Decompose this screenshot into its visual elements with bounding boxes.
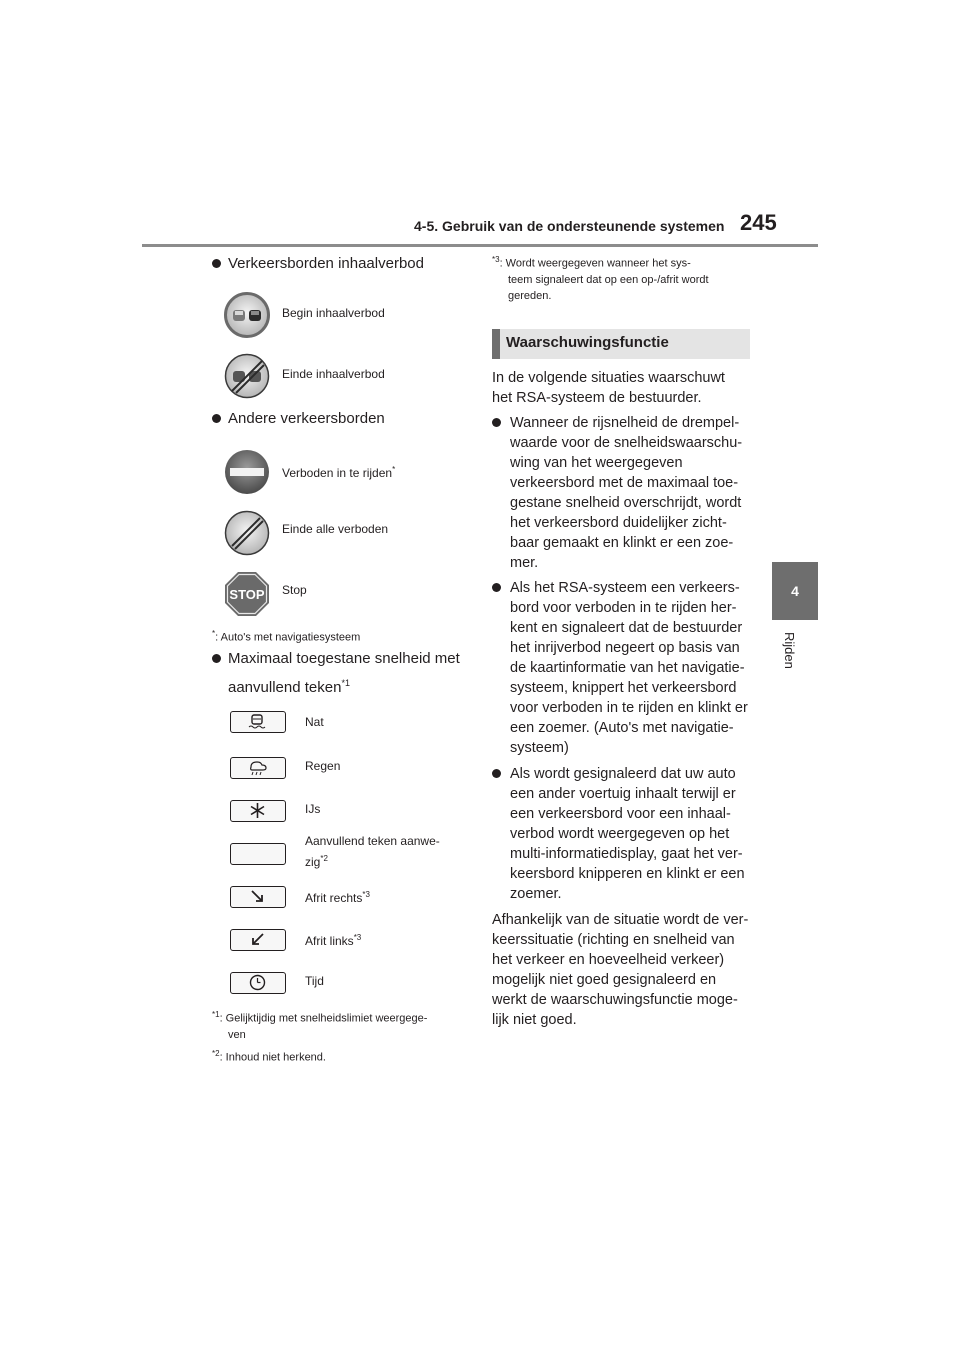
section-heading: Waarschuwingsfunctie — [492, 329, 750, 359]
intro-paragraph: In de volgende situaties waarschuwt het RSA-systeem de bestuurder. — [492, 370, 725, 406]
clock-panel-icon — [230, 972, 286, 994]
text-line: keerssituatie (richting en snelheid van — [492, 932, 735, 948]
text-line: waarde voor de snelheidswaarschu- — [510, 435, 743, 451]
text-line: een zoemer. (Auto's met navigatie- — [510, 720, 734, 736]
wet-road-panel-icon — [230, 711, 286, 733]
sign-label: Begin inhaalverbod — [282, 306, 385, 320]
group-title-speed-panels: Maximaal toegestane snelheid met aanvullend teken$^{*1}$ — [212, 647, 460, 700]
end-all-restrictions-sign-icon — [224, 510, 270, 556]
sign-row — [224, 292, 454, 342]
header-divider — [142, 244, 818, 247]
text-line: multi-informatiedisplay, gaat het ver- — [510, 846, 743, 862]
section-title: 4-5. Gebruik van de ondersteunende systemen — [414, 218, 725, 234]
text-line: systeem, knippert het verkeersbord — [510, 680, 737, 696]
sign-label: Verboden in te rijden* — [282, 465, 396, 480]
text-line: werkt de waarschuwingsfunctie moge- — [492, 992, 738, 1008]
text-line: gestane snelheid overschrijdt, wordt — [510, 495, 742, 511]
warning-bullet-1 — [492, 413, 762, 573]
end-no-overtaking-sign-icon — [224, 353, 270, 399]
group-title-other-signs: Andere verkeersborden — [212, 407, 385, 431]
chapter-tab-number: 4 — [772, 562, 818, 620]
text-line: mer. — [510, 555, 539, 571]
text-line: mogelijk niet goed gesignaleerd en — [492, 972, 717, 988]
warning-bullet-3 — [492, 764, 762, 904]
text-line: het verkeersbord duidelijker zicht- — [510, 515, 727, 531]
rain-panel-icon — [230, 757, 286, 779]
exit-left-panel-icon — [230, 929, 286, 951]
text-line: Afhankelijk van de situatie wordt de ver- — [492, 912, 749, 928]
text-line: zoemer. — [510, 886, 562, 902]
sign-label: Einde inhaalverbod — [282, 367, 385, 381]
text-line: voor verboden in te rijden en klinkt er — [510, 700, 748, 716]
text-line: lijk niet goed. — [492, 1012, 577, 1028]
group-title-no-overtaking: Verkeersborden inhaalverbod — [212, 252, 424, 276]
sign-row — [224, 353, 454, 403]
sign-label: Einde alle verboden — [282, 522, 389, 536]
text-line: keersbord knipperen en klinkt er een — [510, 866, 745, 882]
text-line: Als wordt gesignaleerd dat uw auto — [510, 766, 736, 782]
text-line: kent en signaleert dat de bestuurder — [510, 620, 743, 636]
sign-row — [224, 449, 454, 499]
panel-label: Regen — [305, 759, 341, 773]
sign-row — [224, 510, 454, 560]
exit-right-panel-icon — [230, 886, 286, 908]
footnote-1: $^{*1}$: Gelijktijdig met snelheidslimiet weergege- ven — [212, 1010, 428, 1041]
footnote-2: $^{*2}$: Inhoud niet herkend. — [212, 1049, 326, 1064]
blank-panel-icon — [230, 843, 286, 865]
text-line: het verkeer en hoeveelheid verkeer) — [492, 952, 725, 968]
text-line: de kaartinformatie van het navigatie- — [510, 660, 745, 676]
panel-label: Aanvullend teken aanwe- zig$^{*2}$ — [305, 834, 440, 869]
footnote-3: $^{*3}$: Wordt weergegeven wanneer het sys- teem signaleert dat op een op-/afrit wordt gereden. — [492, 255, 709, 302]
text-line: systeem) — [510, 740, 569, 756]
text-line: een ander voertuig inhaalt terwijl er — [510, 786, 736, 802]
panel-label: Tijd — [305, 974, 324, 988]
text-line: verbod wordt weergegeven op het — [510, 826, 730, 842]
no-overtaking-sign-icon — [224, 292, 270, 338]
text-line: het inrijverbod negeert op basis van — [510, 640, 740, 656]
sign-row — [224, 571, 454, 621]
no-entry-sign-icon — [224, 449, 270, 495]
chapter-tab-label: Rijden — [782, 632, 797, 669]
panel-label: IJs — [305, 802, 321, 816]
closing-paragraph — [492, 910, 762, 1030]
panel-label: Afrit rechts$^{*3}$ — [305, 890, 370, 905]
page-number: 245 — [740, 210, 777, 235]
text-line: bord voor verboden in te rijden her- — [510, 600, 737, 616]
text-line: verkeersbord met de maximaal toe- — [510, 475, 739, 491]
ice-panel-icon — [230, 800, 286, 822]
stop-sign-icon — [224, 571, 270, 617]
text-line: een verkeersbord voor een inhaal- — [510, 806, 731, 822]
text-line: baar gemaakt en klinkt er een zoe- — [510, 535, 734, 551]
panel-label: Nat — [305, 715, 324, 729]
stop-sign-text: STOP — [229, 587, 265, 602]
sign-label: Stop — [282, 583, 307, 597]
warning-bullet-2 — [492, 578, 762, 758]
text-line: wing van het weergegeven — [510, 455, 683, 471]
text-line: Wanneer de rijsnelheid de drempel- — [510, 415, 740, 431]
panel-label: Afrit links$^{*3}$ — [305, 933, 362, 948]
text-line: Als het RSA-systeem een verkeers- — [510, 580, 740, 596]
footnote-star: *: Auto's met navigatiesysteem — [212, 629, 361, 644]
